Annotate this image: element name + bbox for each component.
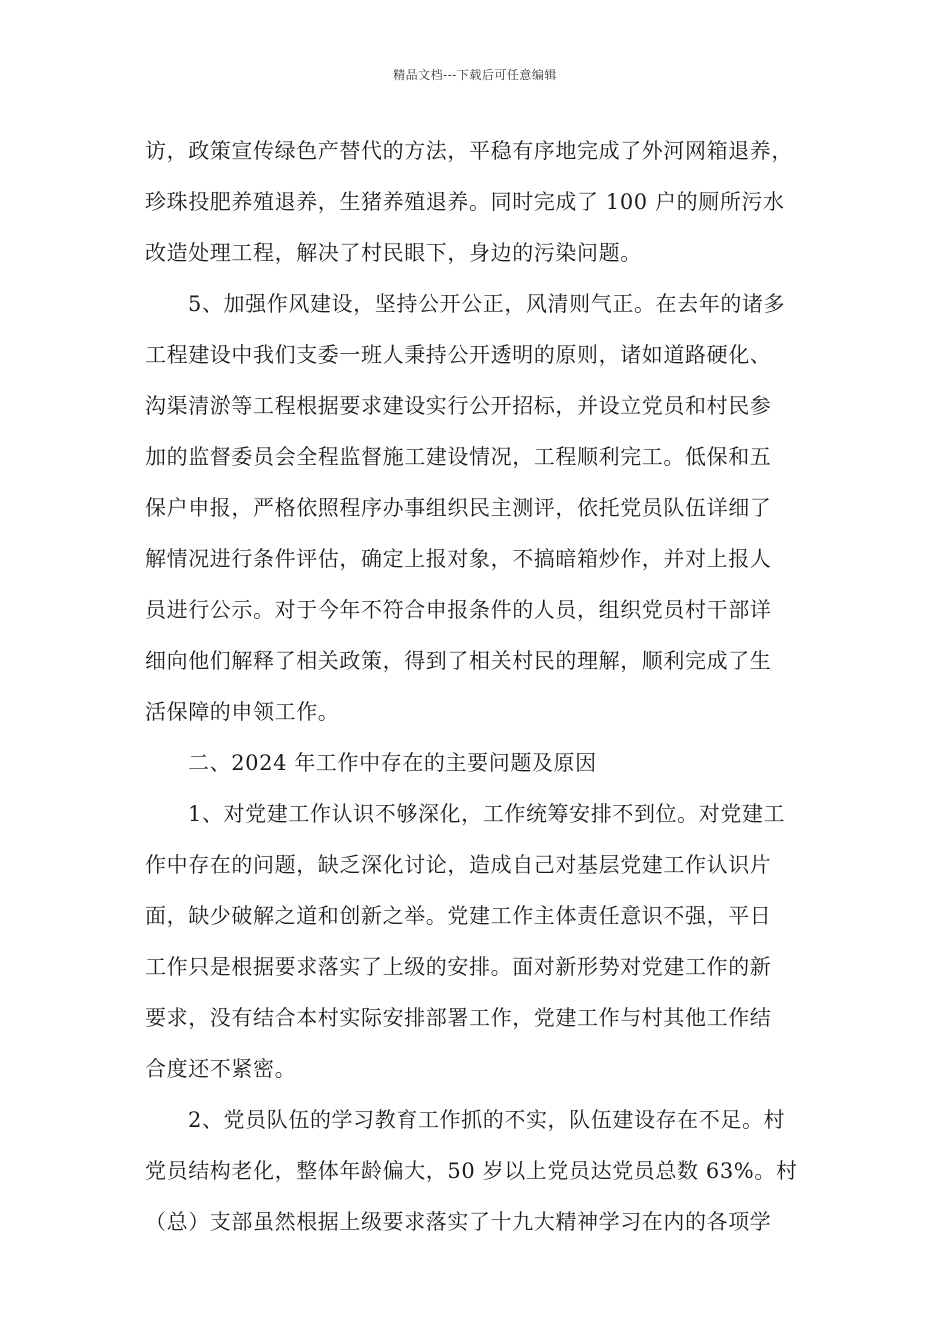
text-line: 面，缺少破解之道和创新之举。党建工作主体责任意识不强，平日 (145, 904, 772, 928)
text-line: 员进行公示。对于今年不符合申报条件的人员，组织党员村干部详 (145, 598, 772, 622)
paragraph-start-line: 5、加强作风建设，坚持公开公正，风清则气正。在去年的诸多 (188, 292, 786, 316)
text-line: 访，政策宣传绿色产替代的方法，平稳有序地完成了外河网箱退养， (145, 139, 793, 163)
text-line: 工作只是根据要求落实了上级的安排。面对新形势对党建工作的新 (145, 955, 772, 979)
paragraph-start-line: 1、对党建工作认识不够深化，工作统筹安排不到位。对党建工 (188, 802, 786, 826)
text-line: 珍珠投肥养殖退养，生猪养殖退养。同时完成了 100 户的厕所污水 (145, 190, 785, 214)
text-line: （总）支部虽然根据上级要求落实了十九大精神学习在内的各项学 (145, 1210, 772, 1234)
text-line: 细向他们解释了相关政策，得到了相关村民的理解，顺利完成了生 (145, 649, 772, 673)
text-line: 保户申报，严格依照程序办事组织民主测评，依托党员队伍详细了 (145, 496, 772, 520)
text-line: 作中存在的问题，缺乏深化讨论，造成自己对基层党建工作认识片 (145, 853, 772, 877)
text-line: 合度还不紧密。 (145, 1057, 297, 1081)
document-body (145, 128, 810, 1250)
text-line: 加的监督委员会全程监督施工建设情况，工程顺利完工。低保和五 (145, 445, 772, 469)
text-line: 工程建设中我们支委一班人秉持公开透明的原则，诸如道路硬化、 (145, 343, 772, 367)
text-line: 解情况进行条件评估，确定上报对象，不搞暗箱炒作，并对上报人 (145, 547, 772, 571)
text-line: 改造处理工程，解决了村民眼下，身边的污染问题。 (145, 241, 642, 265)
text-line: 活保障的申领工作。 (145, 700, 340, 724)
text-line: 要求，没有结合本村实际安排部署工作，党建工作与村其他工作结 (145, 1006, 772, 1030)
text-line: 沟渠清淤等工程根据要求建设实行公开招标，并设立党员和村民参 (145, 394, 772, 418)
page-header: 精品文档---下载后可任意编辑 (393, 68, 557, 82)
paragraph-start-line: 2、党员队伍的学习教育工作抓的不实，队伍建设存在不足。村 (188, 1108, 786, 1132)
text-line: 党员结构老化，整体年龄偏大，50 岁以上党员达党员总数 63%。村 (145, 1159, 798, 1183)
section-heading: 二、2024 年工作中存在的主要问题及原因 (188, 751, 597, 775)
